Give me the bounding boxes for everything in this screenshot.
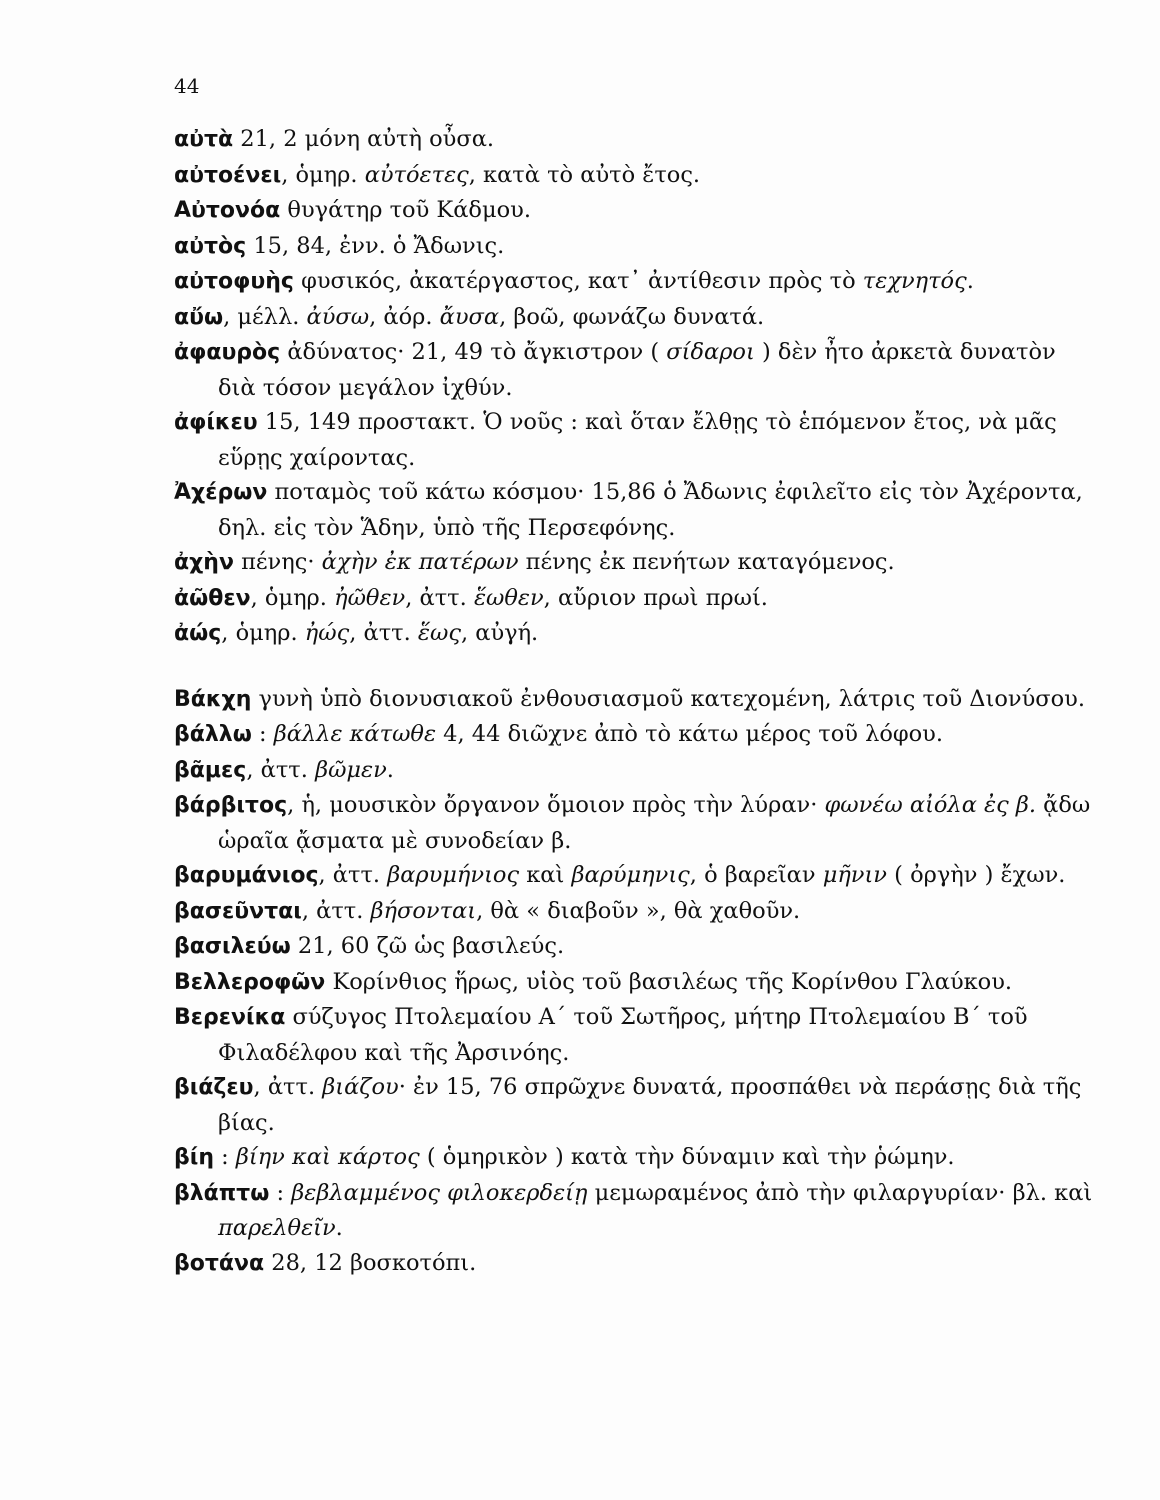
entry-headword: αὐτοένει [174, 162, 282, 188]
entry-definition-text: , ὁ βαρεῖαν [689, 862, 823, 888]
entry-definition-text: , ἀττ. [405, 584, 474, 611]
entry-definition-text: μεμωραμένος ἀπὸ τὴν φιλαργυρίαν· βλ. καὶ [587, 1179, 1093, 1206]
glossary-entry [174, 1140, 1094, 1176]
entry-definition-text: , αὐγή. [460, 620, 539, 646]
entry-italic-text: βαρυμήνιος [387, 862, 520, 888]
entry-definition-text: 21, 2 μόνη αὐτὴ οὖσα. [240, 126, 495, 152]
entry-headword: Αὐτονόα [174, 198, 281, 223]
headword-separator: : [269, 1179, 292, 1206]
entry-definition-text: , ἀόρ. [369, 303, 440, 330]
letter-group-beta [174, 682, 1094, 1282]
glossary-entry [174, 475, 1094, 545]
glossary-entry [174, 616, 1094, 652]
glossary-entry [174, 1246, 1094, 1282]
glossary-entry [174, 682, 1094, 718]
entry-definition-text: ( ὁμηρικὸν ) κατὰ τὴν δύναμιν καὶ τὴν ῥώμην. [419, 1144, 955, 1170]
entry-definition-text: σύζυγος Πτολεμαίου Α΄ τοῦ Σωτῆρος, μήτηρ Πτολεμαίου Β΄ τοῦ Φιλαδέλφου καὶ τῆς Ἀρσινόης. [218, 1004, 1028, 1066]
entry-definition-text: , αὔριον πρωὶ πρωί. [543, 584, 768, 611]
entry-definition-text: · ἐν 15, 76 σπρῶχνε δυνατά, προσπάθει νὰ περάσῃς διὰ τῆς βίας. [218, 1074, 1082, 1136]
glossary-entry [174, 229, 1094, 265]
entry-headword: βασεῦνται [174, 898, 302, 924]
entry-headword: βίη [174, 1145, 214, 1170]
entry-italic-text: τεχνητός [862, 268, 967, 294]
entry-headword: ἀώς [174, 621, 222, 646]
headword-separator: , [318, 862, 333, 888]
entry-italic-text: ἕως [417, 620, 461, 646]
entry-definition-text: καὶ [519, 862, 572, 888]
headword-separator [258, 409, 265, 435]
headword-separator: : [213, 1144, 236, 1170]
entry-definition-text: ἀττ. [332, 862, 388, 888]
entry-definition-text: ἀττ. [267, 1074, 323, 1100]
entry-definition-text: ) δὲν ἦτο ἀρκετὰ δυνατὸν διὰ τόσον μεγάλον ἰχθύν. [218, 339, 1056, 401]
entry-italic-text: ἄυσα [439, 303, 500, 330]
entry-headword: Βάκχη [174, 686, 252, 712]
entry-headword: αὐτὸς [174, 233, 247, 259]
entry-headword: ἀφίκευ [174, 410, 258, 435]
entry-headword: αὐτὰ [174, 127, 234, 152]
headword-separator: , [301, 897, 317, 924]
headword-separator: , [223, 303, 238, 330]
entry-definition-text: πένης· [241, 549, 322, 575]
headword-separator: : [251, 721, 274, 747]
entry-headword: βασιλεύω [174, 934, 291, 959]
entry-definition-text: Κορίνθιος ἥρως, υἱὸς τοῦ βασιλέως τῆς Κορίνθου Γλαύκου. [332, 968, 1013, 995]
entry-italic-text: μῆνιν [822, 862, 887, 888]
entry-italic-text: ἀύσω [306, 303, 370, 330]
entry-definition-text: φυσικός, ἀκατέργαστος, κατ᾽ ἀντίθεσιν πρὸς τὸ [301, 268, 863, 294]
entry-definition-text: ποταμὸς τοῦ κάτω κόσμου· 15,86 ὁ Ἄδωνις ἐφιλεῖτο εἰς τὸν Ἀχέροντα, δηλ. εἰς τὸν Ἅδην, ὑπὸ τῆς Περσεφόνης. [218, 479, 1083, 541]
entry-definition-text: , θὰ « διαβοῦν », θὰ χαθοῦν. [476, 897, 801, 924]
glossary-entry [174, 545, 1094, 581]
entry-definition-text: 4, 44 διῶχνε ἀπὸ τὸ κάτω μέρος τοῦ λόφου. [436, 721, 944, 747]
entry-italic-text: ἠῶθεν [334, 584, 406, 611]
entry-headword: βάρβιτος [174, 793, 288, 818]
glossary-entry [174, 158, 1094, 194]
headword-separator: , [246, 756, 261, 783]
entry-headword: Ἀχέρων [174, 480, 268, 505]
glossary-entry [174, 753, 1094, 789]
glossary-entry [174, 717, 1094, 753]
entry-definition-text: θυγάτηρ τοῦ Κάδμου. [287, 197, 531, 223]
entry-definition-text: 15, 149 προστακτ. Ὁ νοῦς : καὶ ὅταν ἔλθῃς τὸ ἑπόμενον ἔτος, νὰ μᾶς εὕρῃς χαίροντας. [218, 409, 1057, 471]
entry-definition-text: 21, 60 ζῶ ὡς βασιλεύς. [297, 933, 565, 959]
entry-italic-text: βιάζου [322, 1074, 399, 1100]
entry-definition-text: ἀδύνατος· 21, 49 τὸ ἄγκιστρον ( [287, 339, 667, 365]
entry-definition-text: . [966, 268, 974, 294]
entry-definition-text: . [386, 756, 394, 783]
letter-group-alpha [174, 122, 1094, 652]
entry-italic-text: βίην καὶ κάρτος [235, 1144, 420, 1170]
glossary-entry [174, 405, 1094, 475]
entry-headword: ἀῶθεν [174, 585, 251, 611]
entry-headword: Βελλεροφῶν [174, 969, 326, 995]
glossary-entry [174, 122, 1094, 158]
entry-italic-text: αὐτόετες [364, 161, 469, 188]
glossary-entry [174, 894, 1094, 930]
headword-separator: , [250, 584, 265, 611]
entry-definition-text: ὁμηρ. [264, 584, 335, 611]
entry-headword: Βερενίκα [174, 1005, 286, 1030]
entry-headword: ἀχὴν [174, 550, 234, 575]
entry-italic-text: φωνέω αἰόλα ἐς β. [824, 792, 1037, 818]
headword-separator: , [287, 792, 302, 818]
glossary-entry [174, 788, 1094, 858]
headword-separator [251, 686, 258, 712]
glossary-entry [174, 193, 1094, 229]
headword-separator: , [281, 161, 296, 188]
entry-headword: βλάπτω [174, 1180, 270, 1206]
headword-separator: , [221, 620, 236, 646]
glossary-entries [174, 122, 1094, 1281]
glossary-entry [174, 300, 1094, 336]
entry-headword: ἀφαυρὸς [174, 340, 281, 365]
entry-italic-text: βεβλαμμένος φιλοκερδείῃ [291, 1179, 588, 1206]
glossary-entry [174, 929, 1094, 965]
entry-italic-text: παρελθεῖν [218, 1215, 336, 1241]
entry-definition-text: , ἀττ. [349, 620, 418, 646]
entry-definition-text: 28, 12 βοσκοτόπι. [271, 1249, 477, 1276]
entry-headword: αὔω [174, 304, 224, 330]
entry-definition-text: μέλλ. [237, 303, 307, 330]
entry-definition-text: ἀττ. [260, 756, 316, 783]
entry-definition-text: , κατὰ τὸ αὐτὸ ἔτος. [468, 161, 701, 188]
glossary-entry [174, 1070, 1094, 1140]
entry-definition-text: ᾄδω ὡραῖα ᾄσματα μὲ συνοδείαν β. [218, 792, 1091, 854]
entry-italic-text: βῶμεν [315, 756, 387, 783]
entry-headword: βιάζευ [174, 1075, 254, 1100]
glossary-entry [174, 264, 1094, 300]
entry-definition-text: ( ὀργὴν ) ἔχων. [886, 862, 1066, 888]
entry-definition-text: . [335, 1215, 343, 1241]
glossary-entry [174, 1176, 1094, 1246]
entry-definition-text: ἀττ. [316, 897, 371, 924]
headword-separator: , [253, 1074, 268, 1100]
entry-italic-text: βαρύμηνις [571, 862, 690, 888]
entry-headword: βάλλω [174, 722, 252, 747]
entry-definition-text: ὁμηρ. [235, 620, 305, 646]
entry-definition-text: , βοῶ, φωνάζω δυνατά. [499, 303, 765, 330]
entry-italic-text: βάλλε κάτωθε [273, 721, 437, 747]
entry-italic-text: ἕωθεν [473, 584, 544, 611]
glossary-entry [174, 965, 1094, 1001]
entry-definition-text: ὁμηρ. [295, 161, 365, 188]
glossary-entry [174, 858, 1094, 894]
entry-definition-text: ἡ, μουσικὸν ὄργανον ὅμοιον πρὸς τὴν λύραν· [301, 792, 825, 818]
entry-italic-text: βήσονται [370, 897, 477, 924]
page-number: 44 [174, 74, 200, 98]
headword-separator [291, 933, 298, 959]
headword-separator [294, 268, 301, 294]
entry-headword: αὐτοφυὴς [174, 269, 294, 294]
entry-italic-text: ἠώς [304, 620, 350, 646]
entry-definition-text: 15, 84, ἐνν. ὁ Ἄδωνις. [253, 232, 505, 259]
glossary-entry [174, 1000, 1094, 1070]
entry-italic-text: ἀχὴν ἐκ πατέρων [321, 549, 519, 575]
glossary-entry [174, 335, 1094, 405]
entry-headword: βαρυμάνιος [174, 863, 319, 888]
glossary-entry [174, 581, 1094, 617]
entry-headword: βᾶμες [174, 757, 247, 783]
entry-headword: βοτάνα [174, 1250, 265, 1276]
entry-definition-text: γυνὴ ὑπὸ διονυσιακοῦ ἐνθουσιασμοῦ κατεχομένη, λάτρις τοῦ Διονύσου. [258, 685, 1085, 712]
entry-italic-text: σίδαροι [666, 339, 755, 365]
entry-definition-text: πένης ἐκ πενήτων καταγόμενος. [518, 549, 895, 575]
